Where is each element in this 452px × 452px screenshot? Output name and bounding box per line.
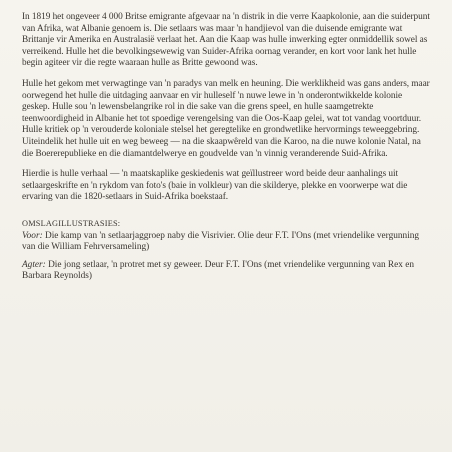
back-cover-credit — [22, 260, 430, 283]
text-column — [22, 12, 430, 289]
blurb-paragraph-2: Hulle het gekom met verwagtinge van 'n paradys van melk en heuning. Die werklikheid was gans anders, maar oorwegend het hulle die uitdaging aanvaar en vir hulleself 'n nuwe lewe in 'n onderontwikkelde kolonie geskep. Hulle sou 'n lewensbelangrike rol in die sake van die grens speel, en hulle saamgetrekte teenwoordigheid in Albanie het tot spoedige verengelsing van die Oos-Kaap gelei, wat tot vandag voortduur. Hulle kritiek op 'n verouderde koloniale stelsel het geregtelike en grondwetlike hervormings teweeggebring. Uiteindelik het hulle uit en weg beweeg — na die skaapwêreld van die Karoo, na die nuwe kolonie Natal, na die Boererepublieke en die diamantdelwerye en goudvelde van 'n vinnig veranderende Suid-Afrika. — [22, 78, 430, 159]
front-cover-label: Voor: — [22, 230, 43, 241]
blurb-paragraph-3: Hierdie is hulle verhaal — 'n maatskaplike geskiedenis wat geïllustreer word beide deur aanhalings uit setlaargeskrifte en 'n rykdom van foto's (baie in volkleur) van die skilderye, plekke en voorwerpe wat die ervaring van die 1820-setlaars in Suid-Afrika boekstaaf. — [22, 169, 408, 203]
cover-illustrations — [22, 218, 430, 283]
back-cover-text: Die jong setlaar, 'n protret met sy geweer. Deur F.T. I'Ons (met vriendelike vergunning van Rex en Barbara Reynolds) — [22, 259, 415, 282]
front-cover-credit — [22, 231, 430, 254]
front-cover-text: Die kamp van 'n setlaarjaggroep naby die Visrivier. Olie deur F.T. I'Ons (met vriendelike vergunning van die William Fehrversameling) — [22, 230, 420, 253]
blurb — [22, 12, 430, 204]
back-cover-label: Agter: — [22, 259, 46, 270]
cover-illustrations-heading: OMSLAGILLUSTRASIES: — [22, 218, 121, 228]
blurb-paragraph-1: In 1819 het ongeveer 4 000 Britse emigrante afgevaar na 'n distrik in die verre Kaapkolonie, aan die suiderpunt van Afrika, wat Albanie genoem is. Die setlaars was maar 'n handjievol van die duisende emigrante wat Brittanje vir Amerika en Australasië verlaat het. Aan die Kaap was hulle inwerking egter onmiddellik sowel as verreikend. Hulle het die bevolkingsewewig van Suider-Afrika oornag verander, en kort voor lank het hulle begin agiteer vir die regte waaraan hulle as Britte gewoond was. — [22, 12, 430, 69]
